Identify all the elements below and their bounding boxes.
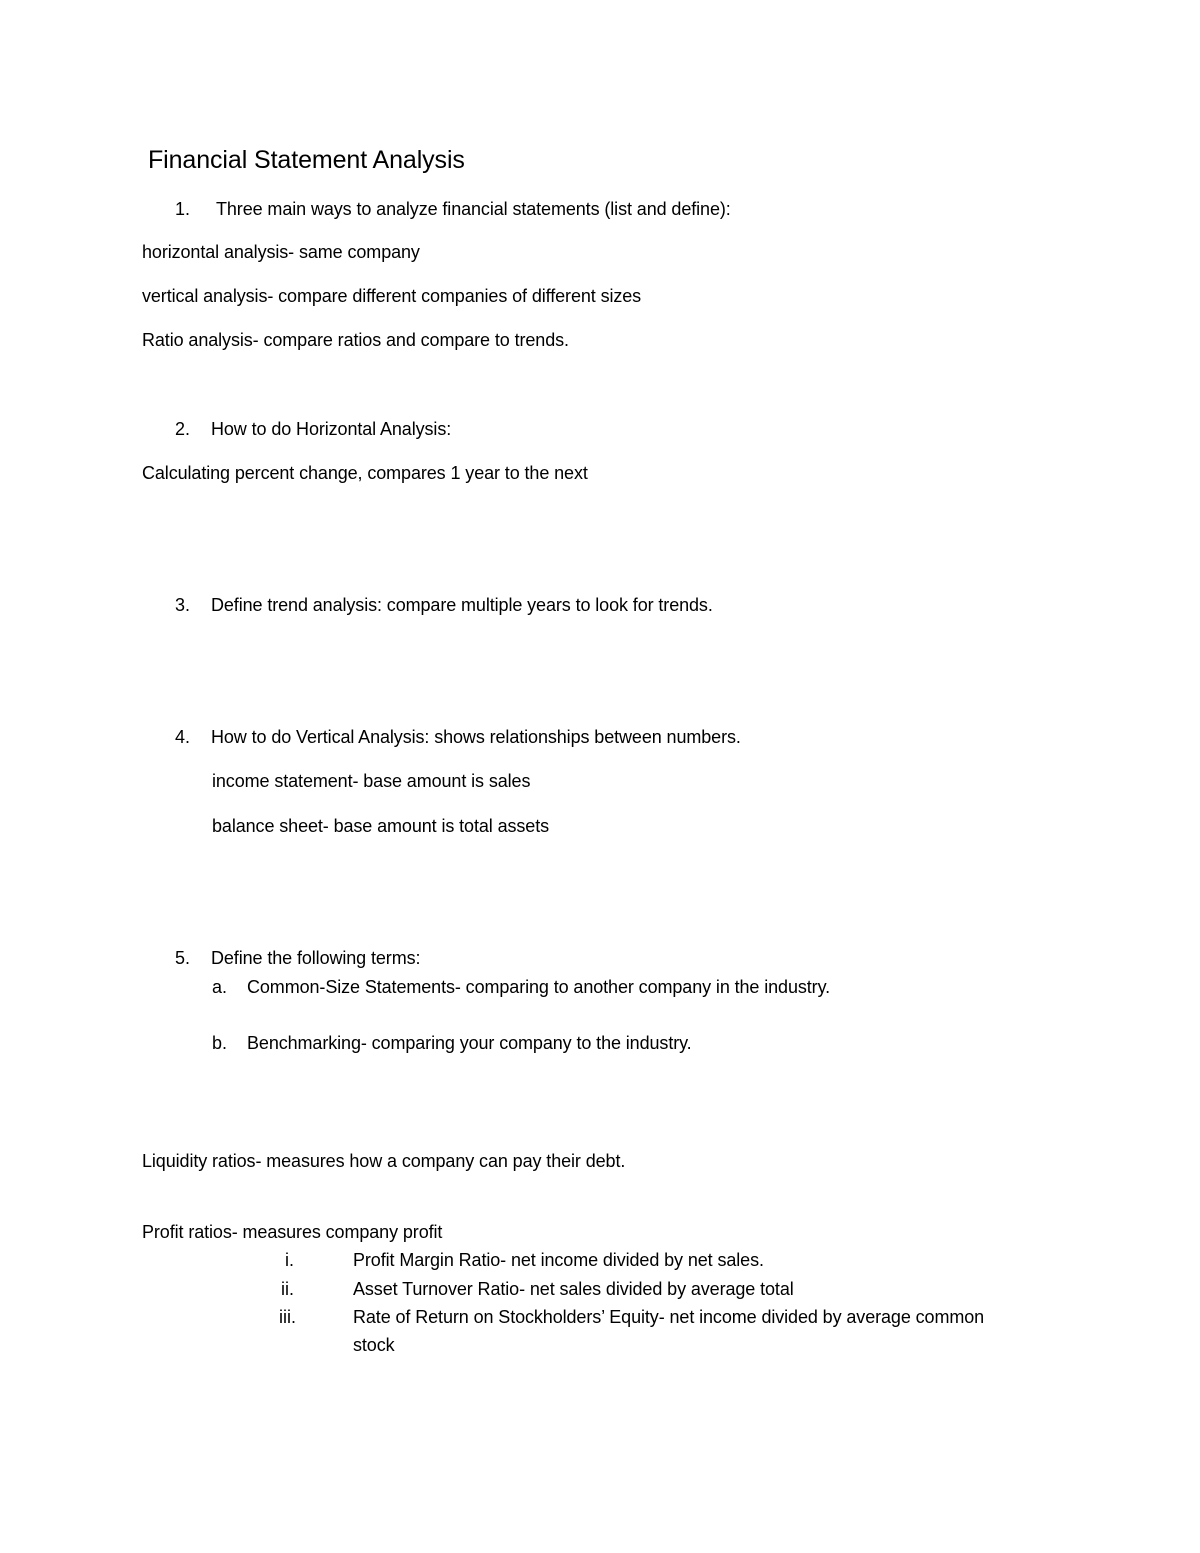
question-2-answer: Calculating percent change, compares 1 year to the next [142,463,588,483]
term-common-size-statements: Common-Size Statements- comparing to another company in the industry. [247,977,831,997]
rate-of-return-continuation: stock [353,1335,395,1355]
profit-margin-ratio: Profit Margin Ratio- net income divided by net sales. [353,1250,764,1270]
answer-income-statement: income statement- base amount is sales [212,771,531,791]
question-5-number: 5. [175,948,191,968]
profit-item-iii-numeral: iii. [279,1307,296,1327]
question-1-text: Three main ways to analyze financial statements (list and define): [216,199,731,219]
term-b-letter: b. [212,1033,228,1053]
profit-item-ii-numeral: ii. [281,1279,294,1299]
question-5-text: Define the following terms: [211,948,421,968]
question-2-text: How to do Horizontal Analysis: [211,419,452,439]
liquidity-ratios-text: Liquidity ratios- measures how a company can pay their debt. [142,1151,626,1171]
question-2-number: 2. [175,419,191,439]
answer-horizontal-analysis: horizontal analysis- same company [142,242,420,262]
question-3-text: Define trend analysis: compare multiple years to look for trends. [211,595,713,615]
term-a-letter: a. [212,977,228,997]
profit-ratios-heading: Profit ratios- measures company profit [142,1222,443,1242]
answer-vertical-analysis: vertical analysis- compare different companies of different sizes [142,286,642,306]
asset-turnover-ratio: Asset Turnover Ratio- net sales divided by average total [353,1279,794,1299]
question-4-number: 4. [175,727,191,747]
question-1-number: 1. [175,199,191,219]
page-title: Financial Statement Analysis [148,146,465,174]
rate-of-return-equity: Rate of Return on Stockholders’ Equity- net income divided by average common [353,1307,985,1327]
question-3-number: 3. [175,595,191,615]
term-benchmarking: Benchmarking- comparing your company to the industry. [247,1033,692,1053]
profit-item-i-numeral: i. [285,1250,294,1270]
answer-balance-sheet: balance sheet- base amount is total assets [212,816,550,836]
question-4-text: How to do Vertical Analysis: shows relationships between numbers. [211,727,741,747]
answer-ratio-analysis: Ratio analysis- compare ratios and compare to trends. [142,330,569,350]
